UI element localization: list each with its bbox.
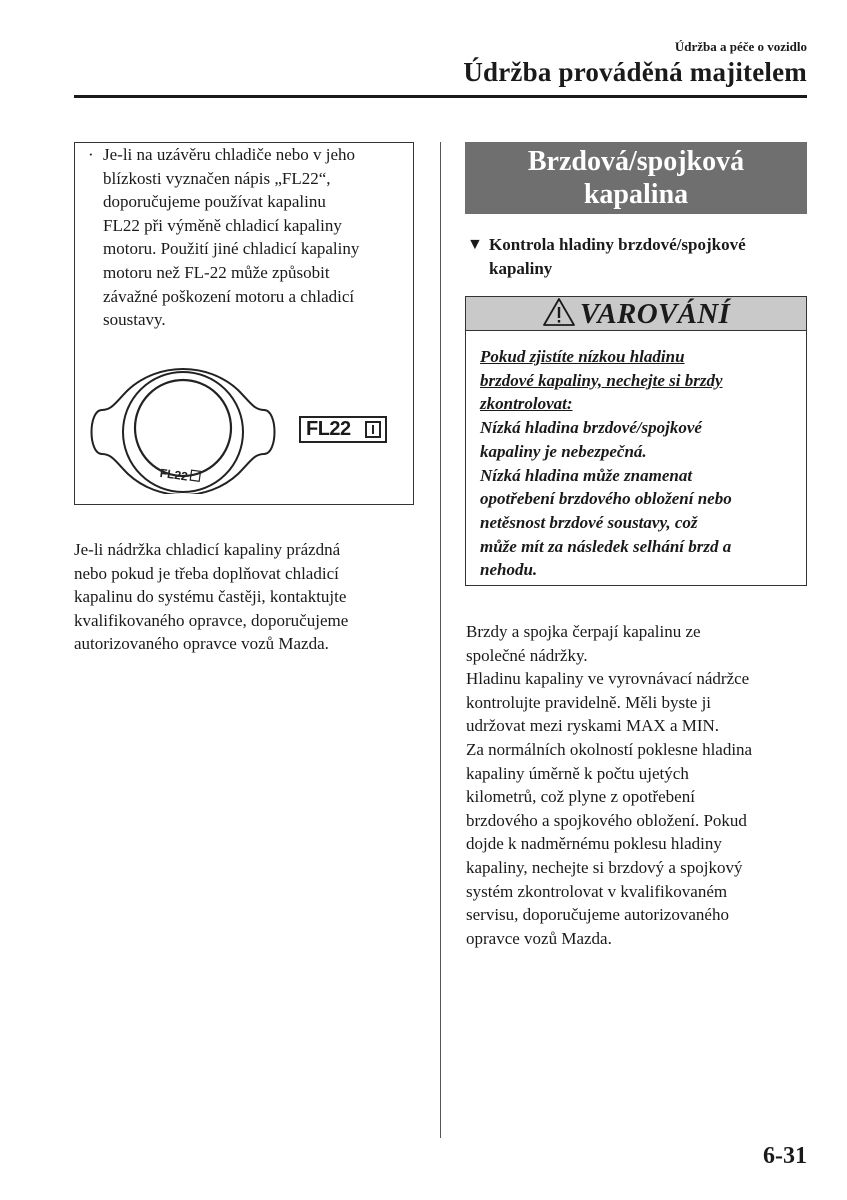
warning-header xyxy=(466,297,806,331)
text-line: dojde k nadměrnému poklesu hladiny xyxy=(466,834,722,854)
text-line: motoru. Použití jiné chladicí kapaliny xyxy=(103,239,360,259)
warning-line: Nízká hladina může znamenat xyxy=(480,465,693,485)
warning-text xyxy=(480,345,798,582)
text-line: soustavy. xyxy=(103,310,166,330)
header-rule xyxy=(74,95,807,98)
section-heading-line: Brzdová/spojková xyxy=(527,146,745,177)
text-line: doporučujeme používat kapalinu xyxy=(103,192,326,212)
text-line: Hladinu kapaliny ve vyrovnávací nádržce xyxy=(466,669,750,689)
text-line: kapaliny, nechejte si brzdový a spojkový xyxy=(466,857,743,877)
warning-line: brzdové kapaliny, nechejte si brzdy xyxy=(480,370,723,390)
text-line: autorizovaného opravce vozů Mazda. xyxy=(74,634,329,654)
warning-line: nehodu. xyxy=(480,560,538,580)
bullet-marker: · xyxy=(88,145,94,164)
text-line: servisu, doporučujeme autorizovaného xyxy=(466,905,729,925)
warning-line: opotřebení brzdového obložení nebo xyxy=(480,489,732,509)
warning-line: Pokud zjistíte nízkou hladinu xyxy=(480,347,685,366)
subheading-marker-icon: ▼ xyxy=(467,236,483,253)
radiator-cap-illustration xyxy=(88,368,278,494)
text-line: udržovat mezi ryskami MAX a MIN. xyxy=(466,716,720,736)
section-heading xyxy=(465,142,807,214)
brake-fluid-paragraph xyxy=(466,620,806,950)
section-heading-line: kapalina xyxy=(583,179,689,210)
warning-line: kapaliny je nebezpečná. xyxy=(480,441,647,461)
bullet-text xyxy=(103,143,408,332)
text-line: nebo pokud je třeba doplňovat chladicí xyxy=(74,563,339,583)
text-line: Brzdy a spojka čerpají kapalinu ze xyxy=(466,622,701,641)
text-line: motoru než FL-22 může způsobit xyxy=(103,262,330,282)
text-line: společné nádržky. xyxy=(466,645,588,665)
text-line: Je-li na uzávěru chladiče nebo v jeho xyxy=(103,145,356,164)
text-line: blízkosti vyznačen nápis „FL22“, xyxy=(103,168,331,188)
text-line: kapalinu do systému častěji, kontaktujte xyxy=(74,587,347,607)
page-number: 6-31 xyxy=(763,1143,807,1169)
column-divider xyxy=(440,142,441,1138)
warning-line: může mít za následek selhání brzd a xyxy=(480,536,732,556)
fl22-badge xyxy=(299,416,387,443)
cap-label: FL22 xyxy=(158,465,189,484)
subheading-line: Kontrola hladiny brzdové/spojkové xyxy=(489,235,746,254)
text-line: kontrolujte pravidelně. Měli byste ji xyxy=(466,692,712,712)
text-line: Za normálních okolností poklesne hladina xyxy=(466,739,753,759)
fl22-badge-label: FL22 xyxy=(306,418,351,440)
warning-line: netěsnost brzdové soustavy, což xyxy=(480,512,698,532)
text-line: brzdového a spojkového obložení. Pokud xyxy=(466,810,747,830)
text-line: kapaliny úměrně k počtu ujetých xyxy=(466,763,689,783)
text-line: FL22 při výměně chladicí kapaliny xyxy=(103,215,342,235)
warning-title: VAROVÁNÍ xyxy=(579,298,731,330)
text-line: opravce vozů Mazda. xyxy=(466,928,612,948)
warning-triangle-icon xyxy=(542,297,576,327)
text-line: Je-li nádržka chladicí kapaliny prázdná xyxy=(74,540,341,559)
coolant-paragraph xyxy=(74,538,414,656)
text-line: kvalifikovaného opravce, doporučujeme xyxy=(74,610,349,630)
page-title: Údržba prováděná majitelem xyxy=(463,57,807,87)
text-line: závažné poškození motoru a chladicí xyxy=(103,286,355,306)
warning-line: zkontrolovat: xyxy=(480,394,573,414)
text-line: kilometrů, což plyne z opotřebení xyxy=(466,787,695,807)
manual-book-icon xyxy=(365,421,381,438)
text-line: systém zkontrolovat v kvalifikovaném xyxy=(466,881,728,901)
subheading-text xyxy=(489,233,809,281)
warning-line: Nízká hladina brzdové/spojkové xyxy=(480,418,702,438)
chapter-label: Údržba a péče o vozidlo xyxy=(674,39,807,54)
subheading-line: kapaliny xyxy=(489,259,553,278)
